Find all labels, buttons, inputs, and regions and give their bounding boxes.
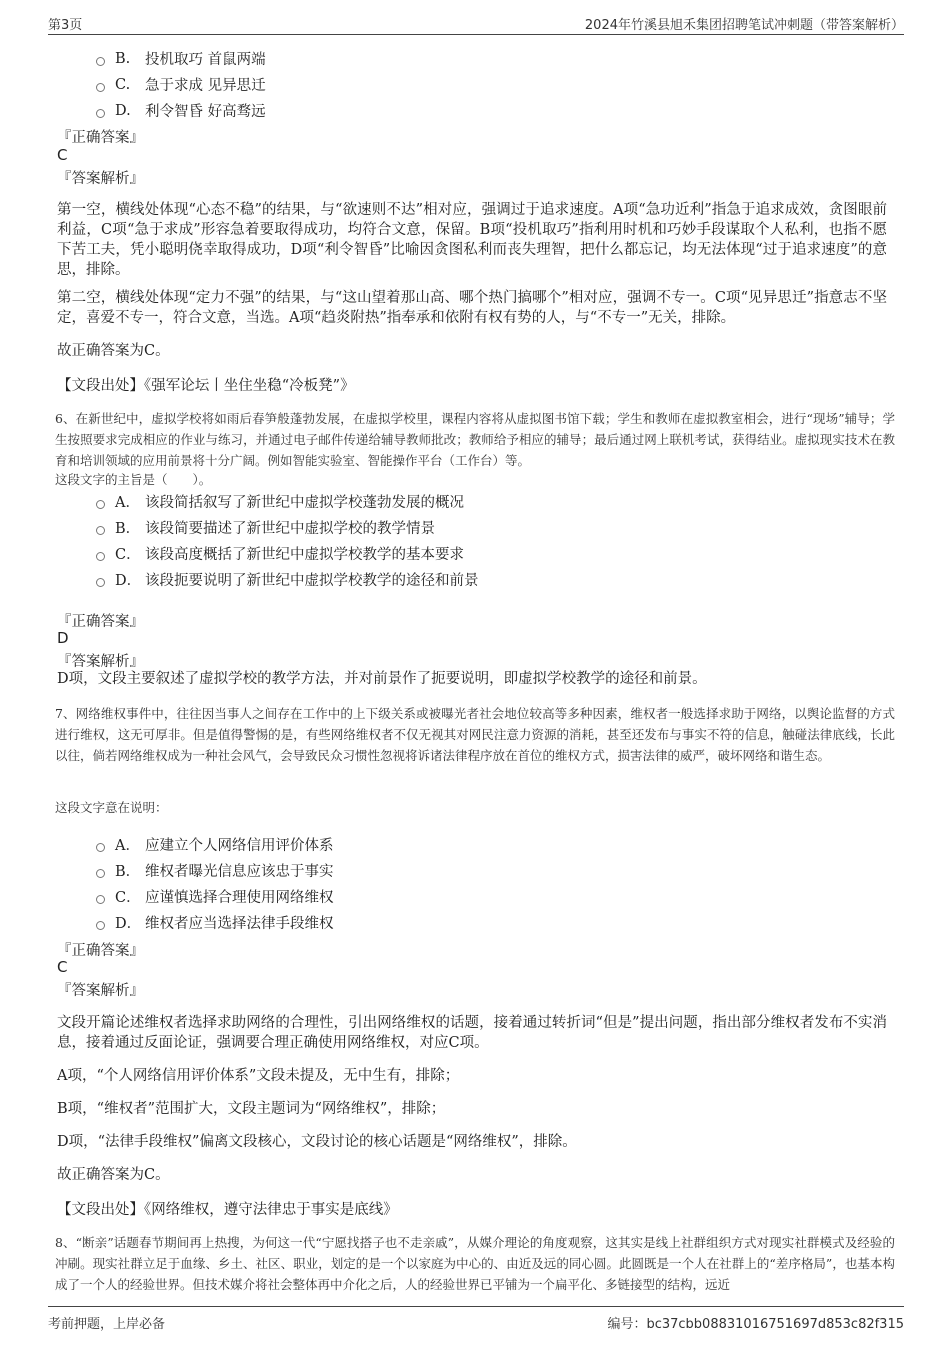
q8-text: 8、“断亲”话题春节期间再上热搜，为何这一代“宁愿找搭子也不走亲戚”，从媒介理论的角度观察，这其实是线上社群组织方式对现实社群模式及经验的冲刷。现实社群立足于血缘、乡土、社区、职业，划定的是一个以家庭为中心的、由近及远的同心圆。此圆既是一个人在社群上的“差序格局”，也基本构成了一个人的经验世界。但技术媒介将社会整体再中介化之后，人的经验世界已平铺为一个扁平化、多链接型的结构，远近 xyxy=(55,1235,895,1292)
q7-answer: C xyxy=(57,958,68,976)
q7-analysis-p3: B项，“维权者”范围扩大，文段主题词为“网络维权”，排除； xyxy=(57,1101,446,1117)
q7-analysis-p2: A项，“个人网络信用评价体系”文段未提及，无中生有，排除； xyxy=(57,1068,460,1084)
q7-option-d[interactable]: D． 维权者应当选择法律手段维权 xyxy=(96,912,334,933)
radio-icon[interactable] xyxy=(96,578,105,587)
radio-icon[interactable] xyxy=(96,57,105,66)
radio-icon[interactable] xyxy=(96,895,105,904)
q6-analysis: D项，文段主要叙述了虚拟学校的教学方法，并对前景作了扼要说明，即虚拟学校教学的途径和前景。 xyxy=(57,671,707,687)
radio-icon[interactable] xyxy=(96,843,105,852)
q5-analysis-p1: 第一空，横线处体现“心态不稳”的结果，与“欲速则不达”相对应，强调过于追求速度。A项“急功近利”指急于追求成效，贪图眼前利益，C项“急于求成”形容急着要取得成功，均符合文意，保留。B项“投机取巧”指利用时机和巧妙手段谋取个人私利，也指不愿下苦工夫，凭小聪明侥幸取得成功，D项“利令智昏”比喻因贪图私利而丧失理智，把什么都忘记，均无法体现“过于追求速度”的意思，排除。 xyxy=(57,202,887,278)
q7-option-c[interactable]: C． 应谨慎选择合理使用网络维权 xyxy=(96,886,334,907)
q7-source: 【文段出处】《网络维权，遵守法律忠于事实是底线》 xyxy=(57,1202,398,1218)
q6-option-a[interactable]: A． 该段简括叙写了新世纪中虚拟学校蓬勃发展的概况 xyxy=(96,491,464,512)
q5-answer: C xyxy=(57,146,68,164)
q6-stem: 这段文字的主旨是（ ）。 xyxy=(55,472,212,487)
q5-option-b[interactable]: B. 投机取巧 首鼠两端 xyxy=(96,48,266,69)
q5-answer-label: 『正确答案』 xyxy=(57,130,144,146)
q7-analysis-p4: D项，“法律手段维权”偏离文段核心，文段讨论的核心话题是“网络维权”，排除。 xyxy=(57,1134,577,1150)
q7-answer-label: 『正确答案』 xyxy=(57,943,144,959)
q5-source: 【文段出处】《强军论坛丨坐住坐稳“冷板凳”》 xyxy=(57,378,355,394)
footer-slogan: 考前押题，上岸必备 xyxy=(48,1317,166,1332)
document-title: 2024年竹溪县旭禾集团招聘笔试冲刺题（带答案解析） xyxy=(584,18,904,33)
q7-option-a[interactable]: A． 应建立个人网络信用评价体系 xyxy=(96,834,334,855)
q6-option-c[interactable]: C． 该段高度概括了新世纪中虚拟学校教学的基本要求 xyxy=(96,543,464,564)
radio-icon[interactable] xyxy=(96,921,105,930)
radio-icon[interactable] xyxy=(96,552,105,561)
radio-icon[interactable] xyxy=(96,526,105,535)
radio-icon[interactable] xyxy=(96,869,105,878)
q6-analysis-label: 『答案解析』 xyxy=(57,654,144,670)
q6-option-b[interactable]: B． 该段简要描述了新世纪中虚拟学校的教学情景 xyxy=(96,517,435,538)
document-serial: 编号：bc37cbb08831016751697d853c82f315 xyxy=(607,1317,904,1332)
q5-option-c[interactable]: C. 急于求成 见异思迁 xyxy=(96,74,266,95)
q5-analysis-p2: 第二空，横线处体现“定力不强”的结果，与“这山望着那山高、哪个热门搞哪个”相对应，强调不专一。C项“见异思迁”指意志不坚定，喜爱不专一，符合文意，当选。A项“趋炎附热”指奉承和依附有权有势的人，与“不专一”无关，排除。 xyxy=(57,290,887,326)
q5-analysis-label: 『答案解析』 xyxy=(57,171,144,187)
q6-answer-label: 『正确答案』 xyxy=(57,614,144,630)
q7-option-b[interactable]: B． 维权者曝光信息应该忠于事实 xyxy=(96,860,334,881)
q7-analysis-p1: 文段开篇论述维权者选择求助网络的合理性，引出网络维权的话题，接着通过转折词“但是”提出问题，指出部分维权者发布不实消息，接着通过反面论证，强调要合理正确使用网络维权，对应C项。 xyxy=(57,1015,887,1051)
radio-icon[interactable] xyxy=(96,109,105,118)
q7-analysis-label: 『答案解析』 xyxy=(57,983,144,999)
page-number: 第3页 xyxy=(48,18,83,33)
q6-text: 6、在新世纪中，虚拟学校将如雨后春笋般蓬勃发展，在虚拟学校里，课程内容将从虚拟图书馆下载；学生和教师在虚拟教室相会，进行“现场”辅导；学生按照要求完成相应的作业与练习，并通过电子邮件传递给辅导教师批改；教师给予相应的辅导；最后通过网上联机考试，获得结业。虚拟现实技术在教育和培训领域的应用前景将十分广阔。例如智能实验室、智能操作平台（工作台）等。 xyxy=(55,411,895,468)
radio-icon[interactable] xyxy=(96,500,105,509)
page-header xyxy=(48,12,904,35)
q5-option-d[interactable]: D. 利令智昏 好高骛远 xyxy=(96,100,266,121)
page-footer xyxy=(48,1306,904,1331)
q5-analysis-p3: 故正确答案为C。 xyxy=(57,343,170,359)
q6-answer: D xyxy=(57,629,69,647)
q6-option-d[interactable]: D． 该段扼要说明了新世纪中虚拟学校教学的途径和前景 xyxy=(96,569,479,590)
q7-analysis-p5: 故正确答案为C。 xyxy=(57,1167,170,1183)
q7-stem: 这段文字意在说明： xyxy=(55,800,168,815)
radio-icon[interactable] xyxy=(96,83,105,92)
q7-text: 7、网络维权事件中，往往因当事人之间存在工作中的上下级关系或被曝光者社会地位较高等多种因素，维权者一般选择求助于网络，以舆论监督的方式进行维权，这无可厚非。但是值得警惕的是，有些网络维权者不仅无视其对网民注意力资源的消耗，甚至还发布与事实不符的信息，触碰法律底线，长此以往，倘若网络维权成为一种社会风气，会导致民众习惯性忽视将诉诸法律程序放在首位的维权方式，损害法律的威严，破坏网络和谐生态。 xyxy=(55,706,895,763)
